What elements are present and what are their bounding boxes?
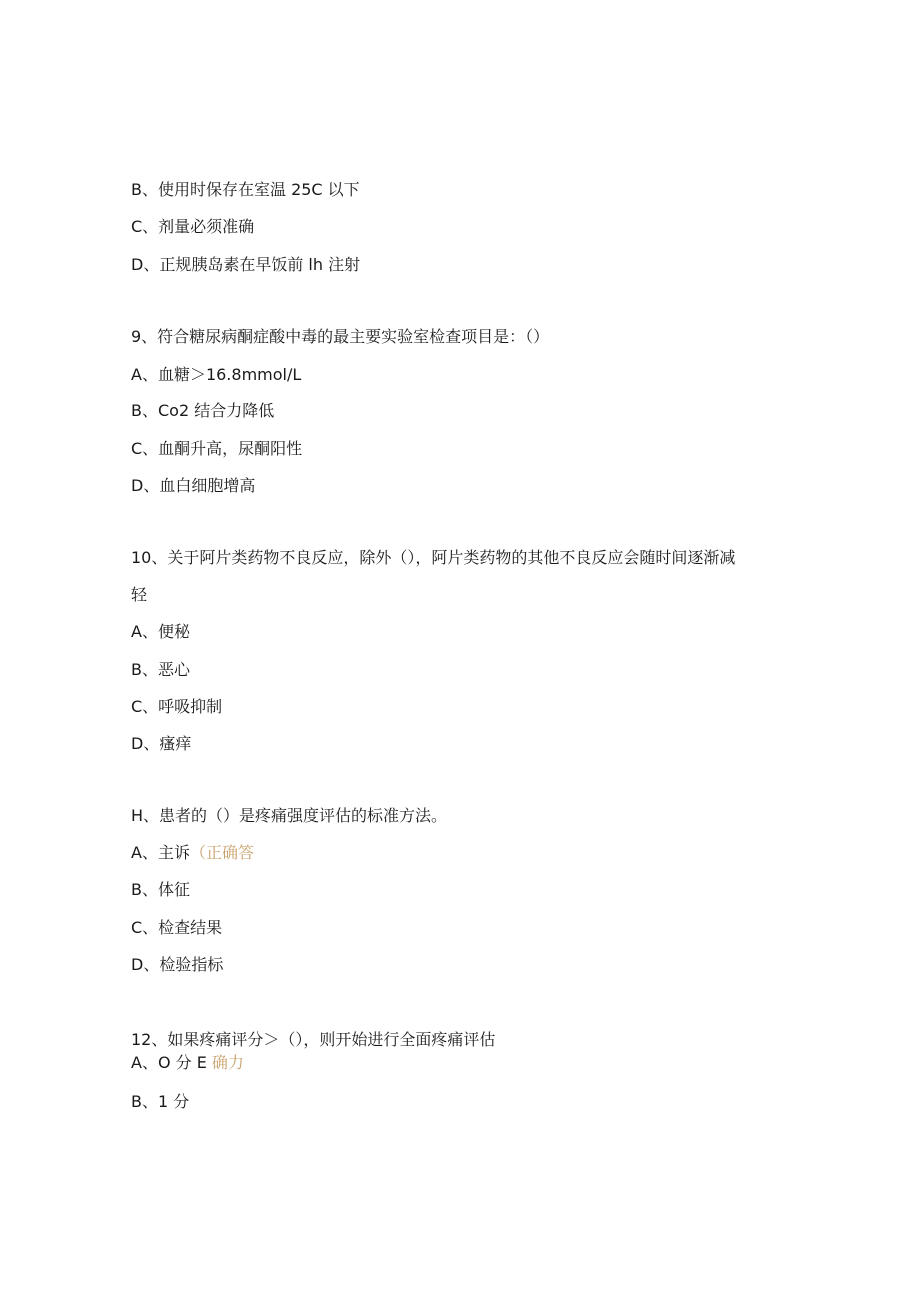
q9-option-c: C、血酮升高，尿酮阳性	[131, 439, 303, 458]
q9-question: 9、符合糖尿病酮症酸中毒的最主要实验室检查项目是：（）	[131, 327, 550, 346]
q12-option-a	[131, 1053, 244, 1073]
q10-option-c: C、呼吸抑制	[131, 697, 223, 716]
q11-option-a-text: A、主诉	[131, 843, 190, 862]
q11-option-d: D、检验指标	[131, 955, 224, 974]
q10-option-b: B、恶心	[131, 660, 190, 679]
q8-option-d: D、正规胰岛素在早饭前 lh 注射	[131, 255, 361, 274]
q12-question: 12、如果疼痛评分＞（），则开始进行全面疼痛评估	[131, 1030, 496, 1049]
q10-question-line2: 轻	[131, 585, 148, 604]
q9-option-d: D、血白细胞增高	[131, 476, 256, 495]
q11-question: H、患者的（）是疼痛强度评估的标准方法。	[131, 806, 448, 825]
q12-option-a-text: A、O 分 E	[131, 1053, 207, 1072]
q9-option-b: B、Co2 结合力降低	[131, 401, 275, 420]
q11-option-c: C、检查结果	[131, 918, 223, 937]
q11-answer-note: （正确答	[189, 843, 254, 862]
q9-option-a: A、血糖＞16.8mmol∕L	[131, 365, 302, 384]
q8-option-c: C、剂量必须准确	[131, 217, 255, 236]
q12-option-b: B、1 分	[131, 1092, 190, 1111]
q10-option-a: A、便秘	[131, 622, 190, 641]
q11-option-a	[131, 843, 254, 863]
q10-option-d: D、瘙痒	[131, 734, 192, 753]
q8-option-b: B、使用时保存在室温 25C 以下	[131, 180, 360, 199]
q12-answer-note: 确力	[211, 1053, 244, 1072]
q10-question-line1: 10、关于阿片类药物不良反应，除外（），阿片类药物的其他不良反应会随时间逐渐减	[131, 548, 736, 567]
q11-option-b: B、体征	[131, 880, 190, 899]
